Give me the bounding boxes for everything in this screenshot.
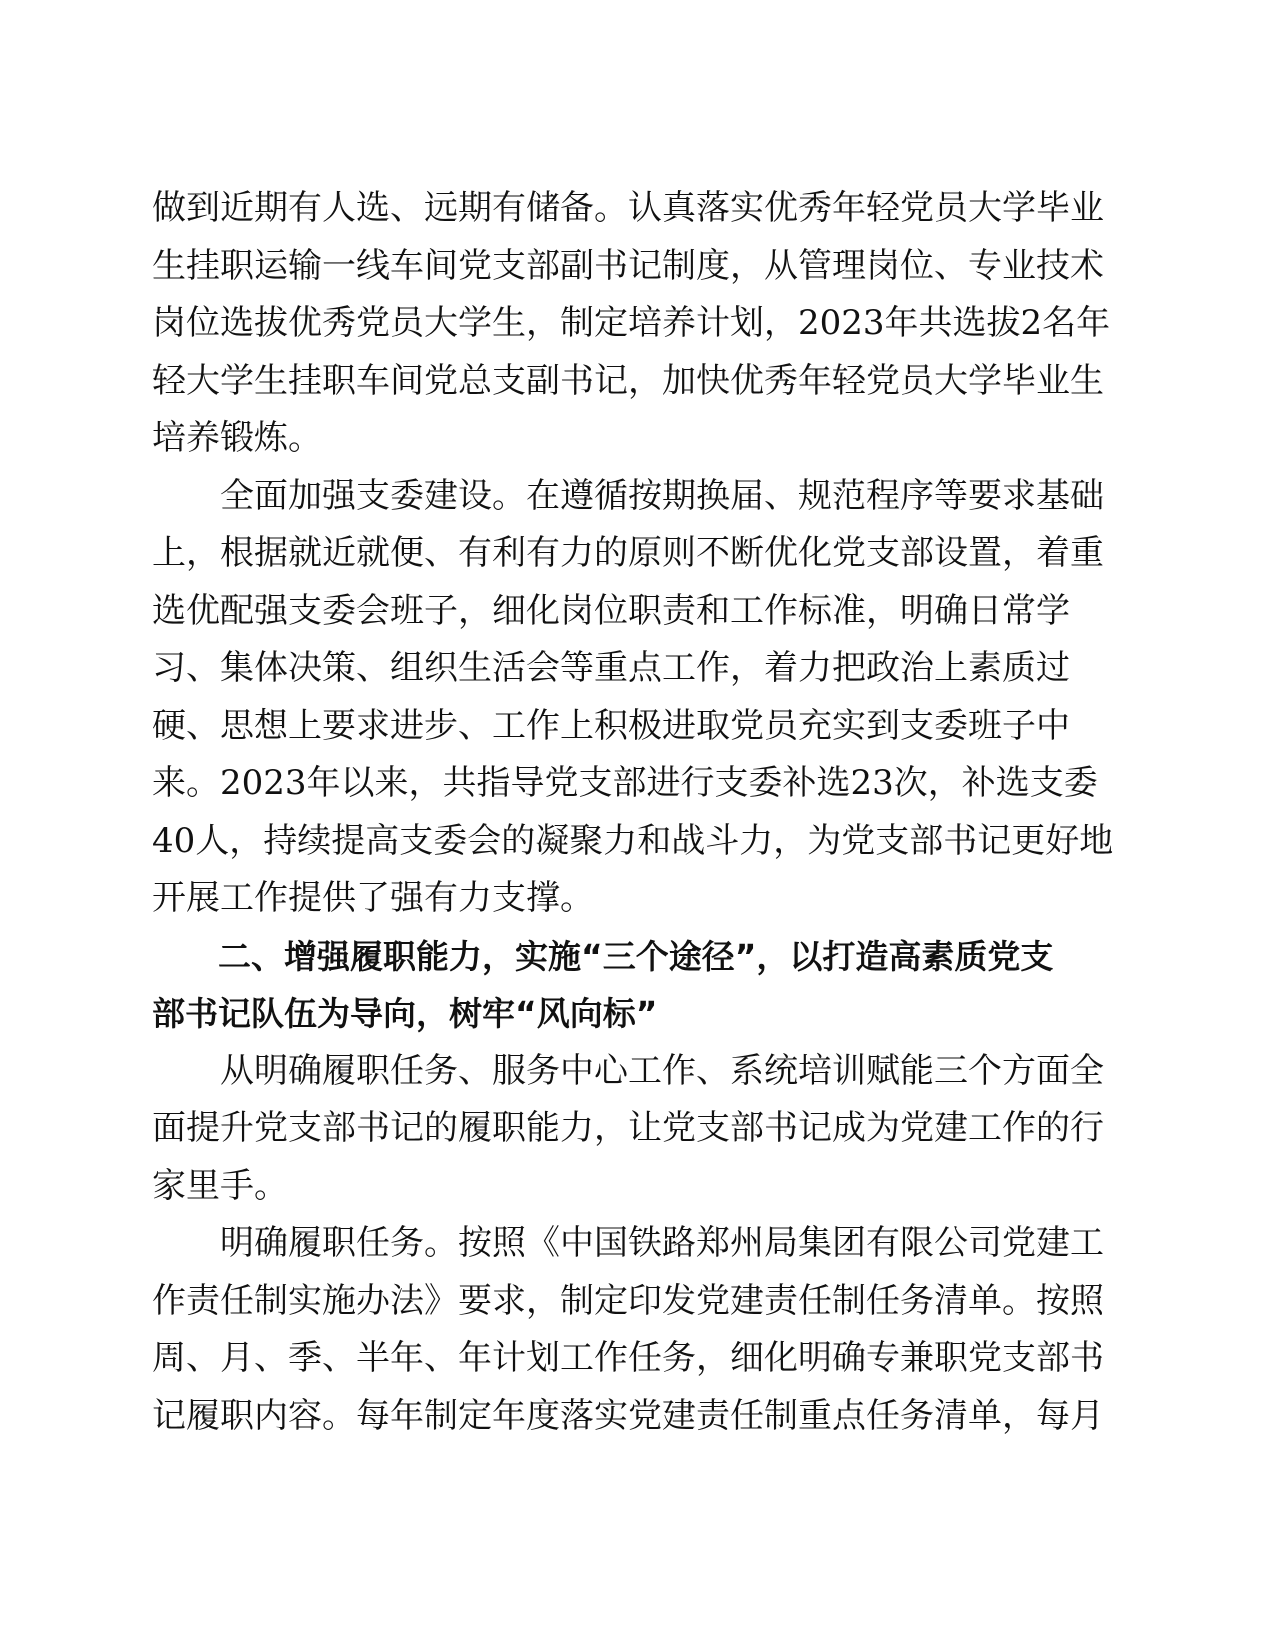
text-line: 周、月、季、半年、年计划工作任务，细化明确专兼职党支部书 [152,1338,1104,1378]
text-line: 上，根据就近就便、有利有力的原则不断优化党支部设置，着重 [152,533,1104,573]
text-line: 硬、思想上要求进步、工作上积极进取党员充实到支委班子中 [152,705,1070,746]
text-line: 面提升党支部书记的履职能力，让党支部书记成为党建工作的行 [152,1108,1104,1148]
text-line: 选优配强支委会班子，细化岗位职责和工作标准，明确日常学 [152,590,1070,631]
paragraph-continuation [152,180,1111,468]
text-line: 培养锻炼。 [152,418,322,458]
text-line: 作责任制实施办法》要求，制定印发党建责任制任务清单。按照 [152,1280,1104,1321]
heading-line: 二、增强履职能力，实施“三个途径”，以打造高素质党支 [218,936,1054,976]
text-line: 明确履职任务。按照《中国铁路郑州局集团有限公司党建工 [220,1223,1104,1263]
text-line: 轻大学生挂职车间党总支副书记，加快优秀年轻党员大学毕业生 [152,360,1104,401]
text-line: 从明确履职任务、服务中心工作、系统培训赋能三个方面全 [220,1050,1104,1091]
heading-line: 部书记队伍为导向，树牢“风向标” [152,994,658,1033]
document-body [152,180,1114,1445]
paragraph-capability [152,1043,1104,1216]
text-line: 家里手。 [152,1165,288,1206]
text-line: 生挂职运输一线车间党支部副书记制度，从管理岗位、专业技术 [152,245,1104,286]
paragraph-duties [152,1215,1104,1445]
section-heading [152,928,1082,1043]
text-line: 习、集体决策、组织生活会等重点工作，着力把政治上素质过 [152,648,1070,688]
text-line: 全面加强支委建设。在遵循按期换届、规范程序等要求基础 [220,475,1104,516]
text-line: 来。2023年以来，共指导党支部进行支委补选23次，补选支委 [152,763,1098,803]
text-line: 岗位选拔优秀党员大学生，制定培养计划，2023年共选拔2名年 [152,303,1111,343]
text-line: 开展工作提供了强有力支撑。 [152,878,594,918]
text-line: 记履职内容。每年制定年度落实党建责任制重点任务清单，每月 [152,1395,1104,1436]
text-line: 做到近期有人选、远期有储备。认真落实优秀年轻党员大学毕业 [152,188,1104,228]
text-line: 40人，持续提高支委会的凝聚力和战斗力，为党支部书记更好地 [152,820,1114,861]
paragraph-branch-committee [152,468,1114,928]
